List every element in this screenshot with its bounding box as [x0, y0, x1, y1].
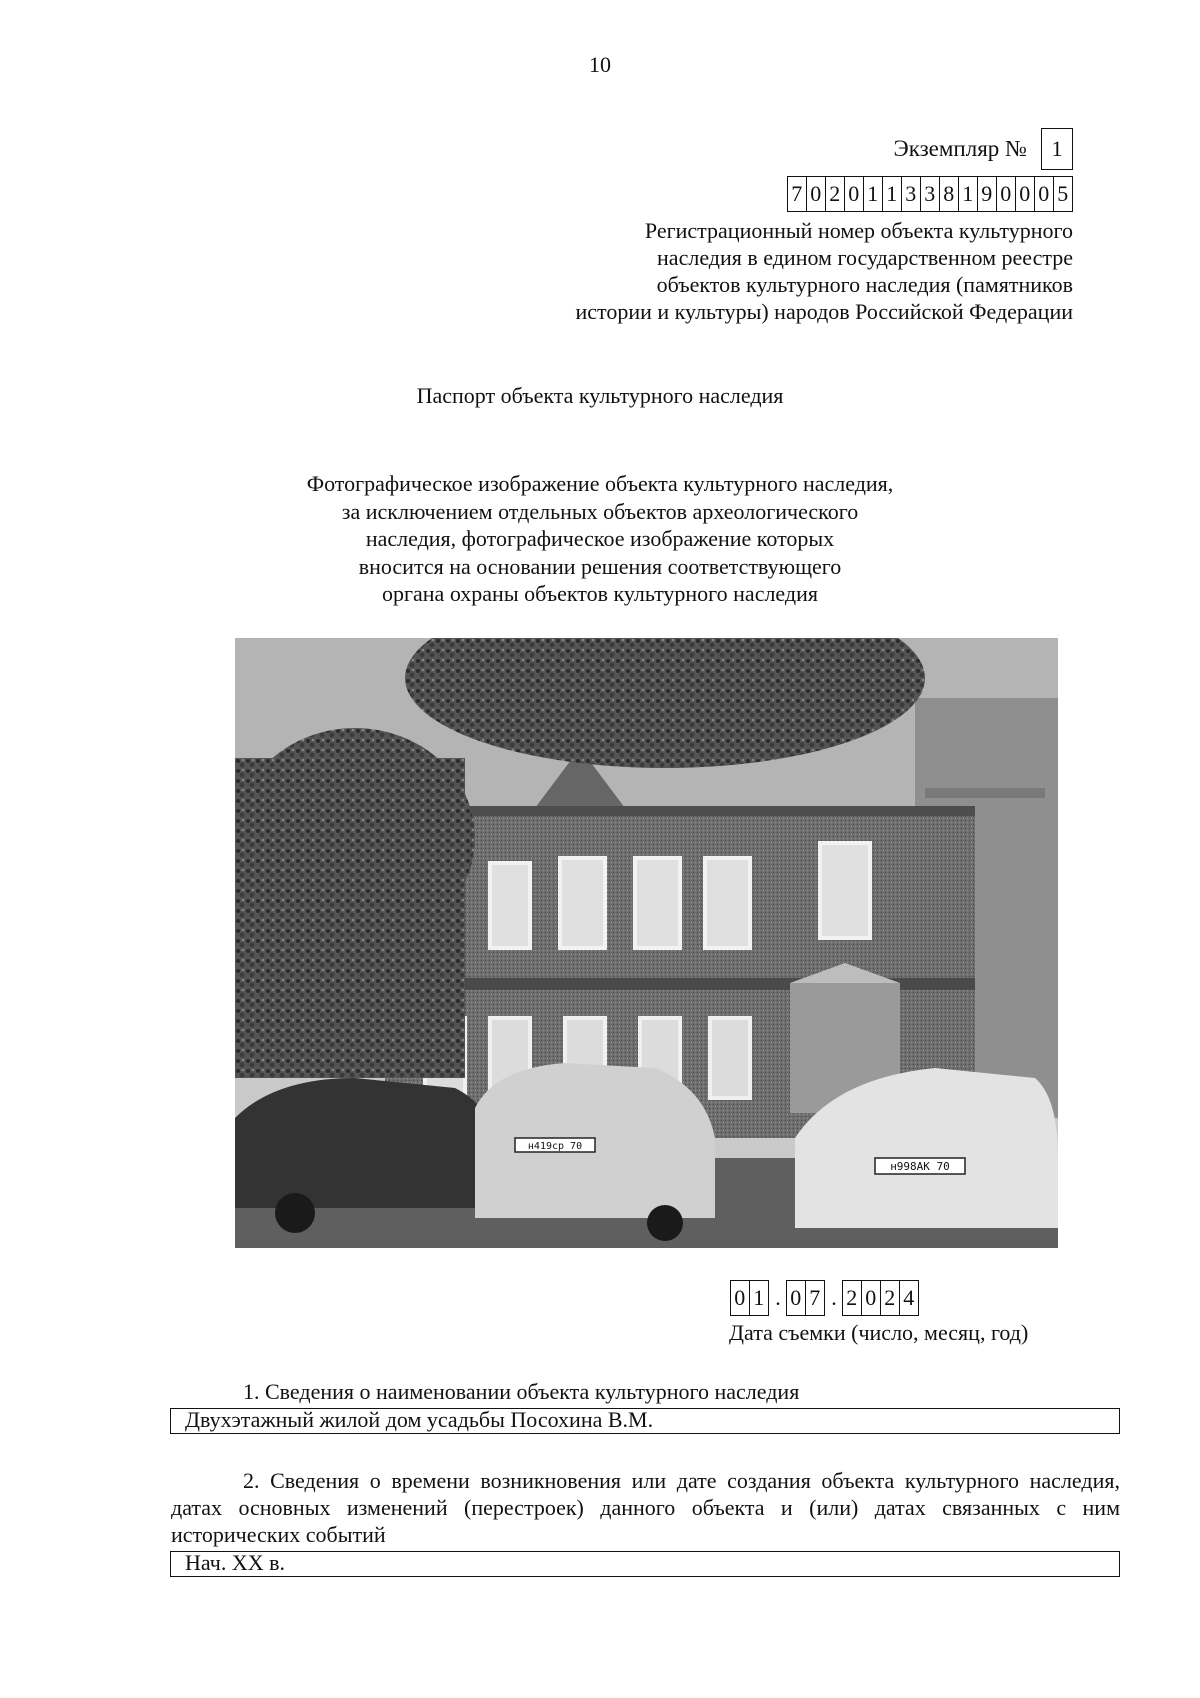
section2-value: Нач. XX в.	[170, 1551, 1120, 1577]
reg-digit: 3	[920, 176, 941, 212]
photo-caption-line: органа охраны объектов культурного наследия	[382, 581, 818, 606]
reg-digit: 3	[901, 176, 922, 212]
date-digit: 0	[730, 1280, 751, 1316]
date-digit: 4	[899, 1280, 920, 1316]
photo-caption-line: вносится на основании решения соответствующего	[358, 553, 842, 579]
reg-digit: 0	[996, 176, 1017, 212]
photo-caption-line: за исключением отдельных объектов археологического	[341, 498, 859, 524]
building-photo	[235, 638, 1058, 1248]
date-digit: 1	[749, 1280, 770, 1316]
date-separator: .	[775, 1285, 781, 1310]
copy-label: Экземпляр №	[893, 136, 1027, 161]
reg-digit: 2	[825, 176, 846, 212]
registration-caption-line: наследия в едином государственном реестре	[657, 245, 1073, 270]
photo-caption	[300, 470, 900, 608]
reg-digit: 1	[863, 176, 884, 212]
page-number: 10	[589, 52, 611, 77]
plate-text: н998АК 70	[890, 1160, 950, 1173]
registration-caption-line: истории и культуры) народов Российской Федерации	[575, 299, 1073, 324]
reg-digit: 0	[1015, 176, 1036, 212]
reg-digit: 1	[882, 176, 903, 212]
reg-digit: 8	[939, 176, 960, 212]
date-digit: 7	[805, 1280, 826, 1316]
photo-caption-line: Фотографическое изображение объекта культурного наследия,	[306, 471, 894, 496]
date-separator: .	[831, 1285, 837, 1310]
reg-digit: 7	[787, 176, 808, 212]
reg-digit: 0	[1034, 176, 1055, 212]
plate-text: н419ср 70	[527, 1141, 583, 1152]
registration-number	[788, 176, 1073, 212]
passport-title: Паспорт объекта культурного наследия	[416, 383, 784, 408]
shoot-date-caption: Дата съемки (число, месяц, год)	[729, 1320, 1029, 1345]
reg-digit: 5	[1053, 176, 1074, 212]
reg-digit: 0	[844, 176, 865, 212]
copy-number-row	[894, 128, 1073, 170]
copy-number-box: 1	[1041, 128, 1073, 170]
building-photo-drawing	[235, 638, 1058, 1248]
section1-value: Двухэтажный жилой дом усадьбы Посохина В.М.	[170, 1408, 1120, 1434]
date-digit: 2	[880, 1280, 901, 1316]
date-digit: 2	[842, 1280, 863, 1316]
shoot-date	[731, 1280, 919, 1316]
reg-digit: 9	[977, 176, 998, 212]
photo-caption-line: наследия, фотографическое изображение которых	[365, 526, 835, 551]
registration-caption-line: Регистрационный номер объекта культурного	[644, 218, 1073, 243]
section2-heading: 2. Сведения о времени возникновения или дате создания объекта культурного наследия, датах основных изменений (перестроек) данного объекта и (или) датах связанных с ним исторических событий	[171, 1468, 1120, 1547]
section1-heading: 1. Сведения о наименовании объекта культурного наследия	[243, 1379, 800, 1404]
registration-caption-line: объектов культурного наследия (памятников	[656, 272, 1073, 297]
registration-caption	[453, 217, 1073, 325]
date-digit: 0	[786, 1280, 807, 1316]
reg-digit: 0	[806, 176, 827, 212]
reg-digit: 1	[958, 176, 979, 212]
date-digit: 0	[861, 1280, 882, 1316]
